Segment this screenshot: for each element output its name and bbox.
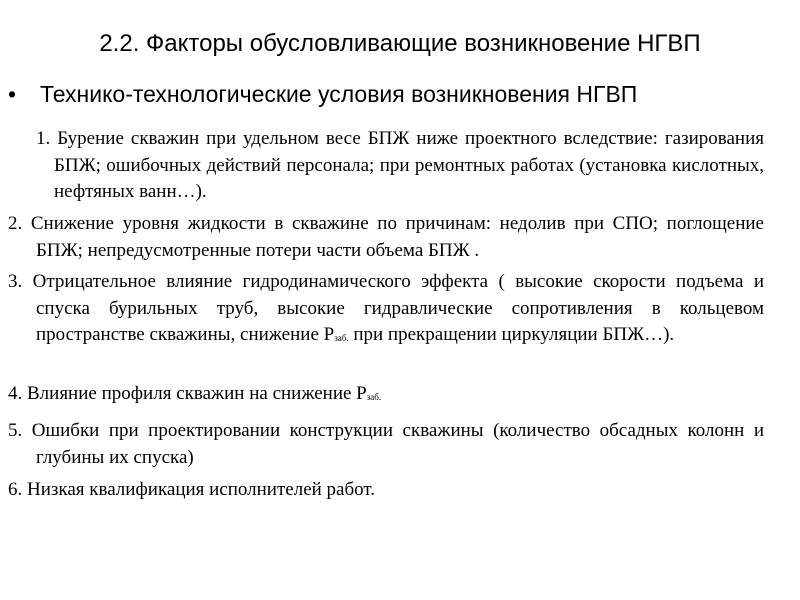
list-item-2-text: 2. Снижение уровня жидкости в скважине по причинам: недолив при СПО; поглощение БПЖ; непредусмотренные потери части объема БПЖ .: [8, 213, 764, 261]
list-item-3-subscript: заб.: [334, 333, 349, 343]
list-item-3: [8, 269, 764, 352]
bullet-dot-icon: •: [8, 81, 17, 107]
list-item-3-text-before: 3. Отрицательное влияние гидродинамического эффекта ( высокие скорости подъема и спуска бурильных труб, высокие гидравлические сопротивления в кольцевом пространстве скважины, снижение Р: [8, 271, 764, 345]
list-item-4-subscript: заб.: [366, 392, 382, 402]
list-item-1: [8, 126, 764, 206]
list-item-6-text: 6. Низкая квалификация исполнителей работ.: [8, 479, 376, 500]
list-item-5-text: 5. Ошибки при проектировании конструкции скважины (количество обсадных колонн и глубины их спуска): [8, 420, 764, 468]
list-item-4: [8, 381, 764, 411]
slide-title: 2.2. Факторы обусловливающие возникновение НГВП: [99, 30, 701, 57]
list-item-4-text-before: 4. Влияние профиля скважин на снижение Р: [8, 383, 367, 404]
list-item-6: [8, 477, 764, 504]
list-item-3-text-after: при прекращении циркуляции БПЖ…).: [348, 324, 675, 345]
list-item-5: [8, 418, 764, 471]
list-item-1-text: 1. Бурение скважин при удельном весе БПЖ ниже проектного вследствие: газирования БПЖ; ошибочных действий персонала; при ремонтных работах (установка кислотных, нефтяных ванн…).: [36, 128, 764, 202]
bullet-heading: [8, 78, 788, 110]
list-item-2: [8, 211, 764, 264]
bullet-heading-text: Технико-технологические условия возникновения НГВП: [40, 81, 638, 107]
